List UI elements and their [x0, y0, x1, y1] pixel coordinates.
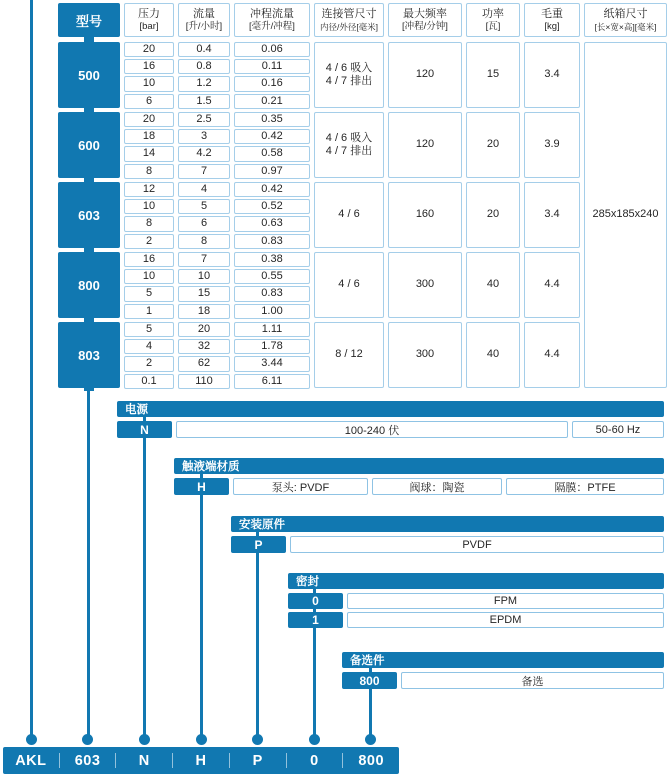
section-row	[342, 672, 664, 689]
section-power-supply	[117, 401, 664, 438]
stroke-cell: 0.83	[234, 234, 310, 249]
stroke-cell: 0.21	[234, 94, 310, 109]
flow-cell: 20	[178, 322, 230, 337]
connector-dot	[139, 734, 150, 745]
flow-cell: 18	[178, 304, 230, 319]
flow-cell: 10	[178, 269, 230, 284]
section-row	[231, 536, 664, 553]
header-flow: 流量 [升/小时]	[178, 3, 230, 37]
connection-cell: 4 / 6	[314, 252, 384, 318]
code-segment-power: N	[138, 752, 150, 769]
stroke-cell: 0.42	[234, 182, 310, 197]
pressure-cell: 14	[124, 146, 174, 161]
pressure-cell: 16	[124, 252, 174, 267]
header-model: 型号	[58, 3, 120, 37]
table-row	[124, 146, 310, 161]
stroke-cell: 0.16	[234, 76, 310, 91]
code-segment-seal: 0	[310, 752, 319, 769]
pressure-cell: 6	[124, 94, 174, 109]
section-seal	[288, 573, 664, 628]
model-label: 500	[58, 42, 120, 108]
header-connection-size: 连接管尺寸 内径/外径[毫米]	[314, 3, 384, 37]
stroke-cell: 0.06	[234, 42, 310, 57]
section-title: 密封	[288, 573, 664, 589]
stroke-cell: 1.00	[234, 304, 310, 319]
flow-cell: 7	[178, 164, 230, 179]
connection-cell: 4 / 6	[314, 182, 384, 248]
pressure-cell: 5	[124, 286, 174, 301]
connector-line-model	[87, 391, 90, 740]
flow-cell: 6	[178, 216, 230, 231]
stroke-cell: 0.55	[234, 269, 310, 284]
stroke-cell: 0.38	[234, 252, 310, 267]
header-carton-size: 纸箱尺寸 [长×宽×高][毫米]	[584, 3, 667, 37]
weight-cell: 4.4	[524, 322, 580, 388]
table-row	[124, 234, 310, 249]
section-options	[342, 652, 664, 689]
connector-dot	[82, 734, 93, 745]
table-row	[124, 269, 310, 284]
weight-cell: 3.4	[524, 42, 580, 108]
valve-ball-cell: 阀球：陶瓷	[372, 478, 502, 495]
model-group-800	[58, 252, 580, 318]
frequency-cell: 160	[388, 182, 462, 248]
frequency-cell: 50-60 Hz	[572, 421, 664, 438]
header-gross-weight: 毛重 [kg]	[524, 3, 580, 37]
model-group-500	[58, 42, 580, 108]
pressure-cell: 5	[124, 322, 174, 337]
flow-cell: 4.2	[178, 146, 230, 161]
flow-cell: 5	[178, 199, 230, 214]
model-label: 600	[58, 112, 120, 178]
table-row	[124, 322, 310, 337]
pressure-cell: 10	[124, 76, 174, 91]
weight-cell: 3.9	[524, 112, 580, 178]
stroke-cell: 0.52	[234, 199, 310, 214]
power-cell: 20	[466, 112, 520, 178]
model-group-600	[58, 112, 580, 178]
flow-cell: 32	[178, 339, 230, 354]
weight-cell: 3.4	[524, 182, 580, 248]
voltage-cell: 100-240 伏	[176, 421, 568, 438]
connection-cell: 8 / 12	[314, 322, 384, 388]
diaphragm-cell: 隔膜：PTFE	[506, 478, 664, 495]
code-box: 0	[288, 593, 343, 609]
header-stroke-volume: 冲程流量 [毫升/冲程]	[234, 3, 310, 37]
pressure-cell: 2	[124, 234, 174, 249]
option-cell: 备选	[401, 672, 664, 689]
code-segment-wetted: H	[195, 752, 207, 769]
flow-cell: 7	[178, 252, 230, 267]
code-segment-model: 603	[74, 752, 101, 769]
seal-material-cell: FPM	[347, 593, 664, 609]
model-code-bar	[3, 747, 399, 774]
table-row	[124, 76, 310, 91]
section-row	[288, 593, 664, 609]
stroke-cell: 0.35	[234, 112, 310, 127]
table-row	[124, 356, 310, 371]
code-box: N	[117, 421, 172, 438]
stroke-cell: 0.42	[234, 129, 310, 144]
code-box: 800	[342, 672, 397, 689]
section-mounting-parts	[231, 516, 664, 553]
stroke-cell: 1.78	[234, 339, 310, 354]
stroke-cell: 0.97	[234, 164, 310, 179]
pressure-cell: 20	[124, 42, 174, 57]
section-title: 触液端材质	[174, 458, 664, 474]
table-row	[124, 339, 310, 354]
pressure-cell: 2	[124, 356, 174, 371]
flow-cell: 8	[178, 234, 230, 249]
connector-line-power	[143, 408, 146, 740]
stroke-cell: 1.11	[234, 322, 310, 337]
frequency-cell: 300	[388, 252, 462, 318]
connector-dot	[309, 734, 320, 745]
pump-head-cell: 泵头: PVDF	[233, 478, 368, 495]
frequency-cell: 120	[388, 112, 462, 178]
spec-table-header-row	[58, 3, 667, 37]
flow-cell: 15	[178, 286, 230, 301]
table-row	[124, 59, 310, 74]
connector-line-mounting	[256, 524, 259, 740]
power-cell: 40	[466, 252, 520, 318]
flow-cell: 62	[178, 356, 230, 371]
pressure-cell: 10	[124, 269, 174, 284]
frequency-cell: 300	[388, 322, 462, 388]
code-segment-options: 800	[358, 752, 385, 769]
flow-cell: 110	[178, 374, 230, 389]
connector-dot	[26, 734, 37, 745]
stroke-cell: 0.63	[234, 216, 310, 231]
power-cell: 15	[466, 42, 520, 108]
spec-table-body	[58, 42, 667, 388]
section-wetted-materials	[174, 458, 664, 495]
pressure-cell: 16	[124, 59, 174, 74]
header-power: 功率 [瓦]	[466, 3, 520, 37]
model-groups	[58, 42, 580, 388]
stroke-cell: 0.83	[234, 286, 310, 301]
connector-dot	[196, 734, 207, 745]
section-row	[117, 421, 664, 438]
value-rows	[124, 182, 310, 248]
code-segment-mounting: P	[252, 752, 263, 769]
code-box: 1	[288, 612, 343, 628]
model-label: 603	[58, 182, 120, 248]
pressure-cell: 12	[124, 182, 174, 197]
model-label: 803	[58, 322, 120, 388]
flow-cell: 0.8	[178, 59, 230, 74]
section-row	[288, 612, 664, 628]
flow-cell: 1.2	[178, 76, 230, 91]
pressure-cell: 20	[124, 112, 174, 127]
table-row	[124, 374, 310, 389]
code-box: H	[174, 478, 229, 495]
table-row	[124, 252, 310, 267]
header-pressure: 压力 [bar]	[124, 3, 174, 37]
power-cell: 40	[466, 322, 520, 388]
table-row	[124, 129, 310, 144]
table-row	[124, 199, 310, 214]
model-label: 800	[58, 252, 120, 318]
pressure-cell: 0.1	[124, 374, 174, 389]
frequency-cell: 120	[388, 42, 462, 108]
spec-table	[58, 3, 667, 388]
connector-line-wetted	[200, 466, 203, 740]
section-title: 备选件	[342, 652, 664, 668]
value-rows	[124, 322, 310, 388]
code-segment-series: AKL	[15, 752, 47, 769]
section-title: 安装原件	[231, 516, 664, 532]
section-title: 电源	[117, 401, 664, 417]
flow-cell: 0.4	[178, 42, 230, 57]
flow-cell: 4	[178, 182, 230, 197]
stroke-cell: 0.58	[234, 146, 310, 161]
flow-cell: 1.5	[178, 94, 230, 109]
value-rows	[124, 252, 310, 318]
stroke-cell: 6.11	[234, 374, 310, 389]
pressure-cell: 4	[124, 339, 174, 354]
material-cell: PVDF	[290, 536, 664, 553]
model-group-803	[58, 322, 580, 388]
connection-cell: 4 / 6 吸入 4 / 7 排出	[314, 112, 384, 178]
table-row	[124, 94, 310, 109]
model-group-603	[58, 182, 580, 248]
connector-dot	[365, 734, 376, 745]
table-row	[124, 304, 310, 319]
header-max-frequency: 最大频率 [冲程/分钟]	[388, 3, 462, 37]
code-box: P	[231, 536, 286, 553]
connector-dot	[252, 734, 263, 745]
pressure-cell: 1	[124, 304, 174, 319]
pressure-cell: 10	[124, 199, 174, 214]
pressure-cell: 18	[124, 129, 174, 144]
weight-cell: 4.4	[524, 252, 580, 318]
table-row	[124, 182, 310, 197]
section-row	[174, 478, 664, 495]
table-row	[124, 42, 310, 57]
table-row	[124, 164, 310, 179]
seal-material-cell: EPDM	[347, 612, 664, 628]
connector-line-akl	[30, 0, 33, 740]
table-row	[124, 112, 310, 127]
value-rows	[124, 42, 310, 108]
pressure-cell: 8	[124, 164, 174, 179]
carton-size-cell: 285x185x240	[584, 42, 667, 388]
table-row	[124, 286, 310, 301]
pressure-cell: 8	[124, 216, 174, 231]
value-rows	[124, 112, 310, 178]
flow-cell: 2.5	[178, 112, 230, 127]
stroke-cell: 0.11	[234, 59, 310, 74]
connection-cell: 4 / 6 吸入 4 / 7 排出	[314, 42, 384, 108]
table-row	[124, 216, 310, 231]
stroke-cell: 3.44	[234, 356, 310, 371]
power-cell: 20	[466, 182, 520, 248]
flow-cell: 3	[178, 129, 230, 144]
